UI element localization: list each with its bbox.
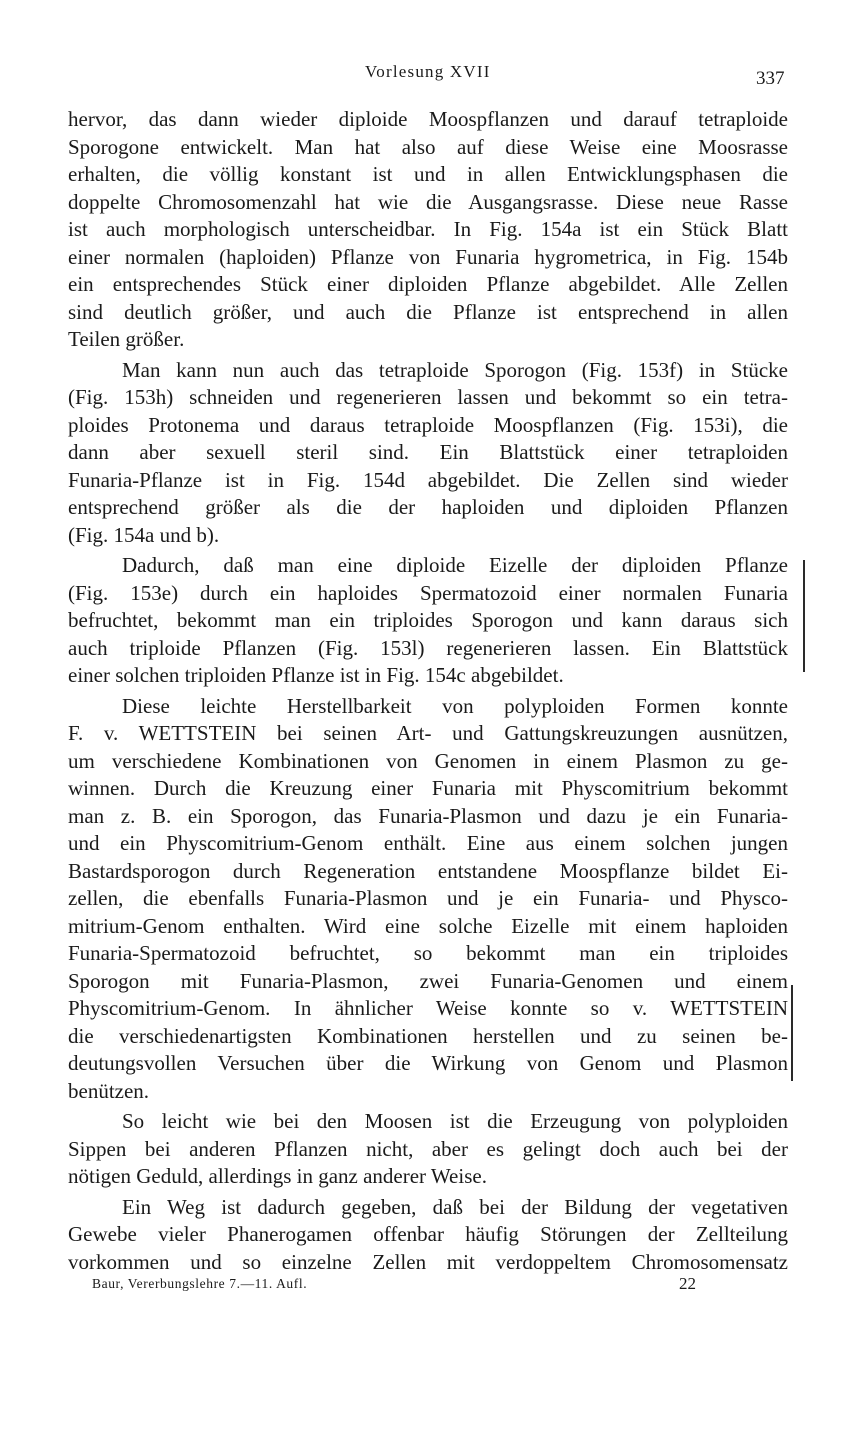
text-line: nötigen Geduld, allerdings in ganz anderer Weise. <box>68 1164 487 1188</box>
text-line: auch triploide Pflanzen (Fig. 153l) regenerieren lassen. Ein Blattstück <box>68 635 788 660</box>
text-line: Diese leichte Herstellbarkeit von polyploiden Formen konnte <box>122 693 788 718</box>
text-line: um verschiedene Kombinationen von Genomen in einem Plasmon zu ge- <box>68 748 788 773</box>
text-line: F. v. WETTSTEIN bei seinen Art- und Gattungskreuzungen ausnützen, <box>68 721 788 745</box>
paragraph <box>68 106 788 354</box>
margin-mark <box>791 985 793 1081</box>
text-line: (Fig. 153h) schneiden und regenerieren lassen und bekommt so ein tetra- <box>68 385 788 409</box>
body-text <box>68 106 788 1276</box>
paragraph <box>68 693 788 1106</box>
paragraph <box>68 1108 788 1191</box>
text-line: ein entsprechendes Stück einer diploiden Pflanze abgebildet. Alle Zellen <box>68 272 788 296</box>
text-line: Dadurch, daß man eine diploide Eizelle der diploiden Pflanze <box>122 553 788 577</box>
text-line: ploides Protonema und daraus tetraploide Moospflanzen (Fig. 153i), die <box>68 412 788 437</box>
text-line: mitrium-Genom enthalten. Wird eine solche Eizelle mit einem haploiden <box>68 913 788 938</box>
text-line: Teilen größer. <box>68 327 185 351</box>
page-header <box>0 62 850 88</box>
text-line: dann aber sexuell steril sind. Ein Blattstück einer tetraploiden <box>68 440 788 464</box>
printer-signature: Baur, Vererbungslehre 7.—11. Aufl. <box>92 1276 308 1291</box>
text-line: sind deutlich größer, und auch die Pflanze ist entsprechend in allen <box>68 299 788 324</box>
text-line: Sporogon mit Funaria-Plasmon, zwei Funaria-Genomen und einem <box>68 968 788 993</box>
text-line: doppelte Chromosomenzahl hat wie die Ausgangsrasse. Diese neue Rasse <box>68 189 788 214</box>
text-line: winnen. Durch die Kreuzung einer Funaria mit Physcomitrium bekommt <box>68 776 788 800</box>
text-line: die verschiedenartigsten Kombinationen herstellen und zu seinen be- <box>68 1023 788 1048</box>
text-line: einer normalen (haploiden) Pflanze von Funaria hygrometrica, in Fig. 154b <box>68 244 788 269</box>
margin-mark <box>803 560 805 672</box>
text-line: (Fig. 154a und b). <box>68 522 220 547</box>
text-line: vorkommen und so einzelne Zellen mit verdoppeltem Chromosomensatz <box>68 1249 788 1274</box>
text-line: hervor, das dann wieder diploide Moospflanzen und darauf tetraploide <box>68 107 788 131</box>
paragraph <box>68 1194 788 1277</box>
text-line: Ein Weg ist dadurch gegeben, daß bei der Bildung der vegetativen <box>122 1194 788 1219</box>
text-line: (Fig. 153e) durch ein haploides Spermatozoid einer normalen Funaria <box>68 580 788 605</box>
running-head: Vorlesung XVII <box>365 62 491 81</box>
text-line: einer solchen triploiden Pflanze ist in Fig. 154c abgebildet. <box>68 663 564 687</box>
signature-number: 22 <box>679 1274 696 1293</box>
text-line: Gewebe vieler Phanerogamen offenbar häufig Störungen der Zellteilung <box>68 1222 788 1246</box>
text-line: So leicht wie bei den Moosen ist die Erzeugung von polyploiden <box>122 1109 788 1133</box>
page-footer <box>0 1276 850 1300</box>
text-line: Physcomitrium-Genom. In ähnlicher Weise konnte so v. WETTSTEIN <box>68 996 788 1020</box>
text-line: befruchtet, bekommt man ein triploides Sporogon und kann daraus sich <box>68 608 788 632</box>
text-line: Funaria-Spermatozoid befruchtet, so bekommt man ein triploides <box>68 941 788 965</box>
text-line: Sippen bei anderen Pflanzen nicht, aber es gelingt doch auch bei der <box>68 1136 788 1161</box>
paragraph <box>68 357 788 550</box>
text-line: und ein Physcomitrium-Genom enthält. Eine aus einem solchen jungen <box>68 831 788 855</box>
text-line: Funaria-Pflanze ist in Fig. 154d abgebildet. Die Zellen sind wieder <box>68 467 788 492</box>
text-line: deutungsvollen Versuchen über die Wirkung von Genom und Plasmon <box>68 1051 788 1075</box>
text-line: zellen, die ebenfalls Funaria-Plasmon und je ein Funaria- und Physco- <box>68 886 788 910</box>
text-line: Man kann nun auch das tetraploide Sporogon (Fig. 153f) in Stücke <box>122 357 788 382</box>
text-line: man z. B. ein Sporogon, das Funaria-Plasmon und dazu je ein Funaria- <box>68 803 788 828</box>
page-number: 337 <box>756 68 785 89</box>
text-line: entsprechend größer als die der haploiden und diploiden Pflanzen <box>68 495 788 519</box>
text-line: Sporogone entwickelt. Man hat also auf diese Weise eine Moosrasse <box>68 134 788 159</box>
text-line: ist auch morphologisch unterscheidbar. In Fig. 154a ist ein Stück Blatt <box>68 217 788 241</box>
paragraph <box>68 552 788 690</box>
text-line: Bastardsporogon durch Regeneration entstandene Moospflanze bildet Ei- <box>68 858 788 883</box>
text-line: benützen. <box>68 1078 150 1103</box>
text-line: erhalten, die völlig konstant ist und in allen Entwicklungsphasen die <box>68 162 788 186</box>
